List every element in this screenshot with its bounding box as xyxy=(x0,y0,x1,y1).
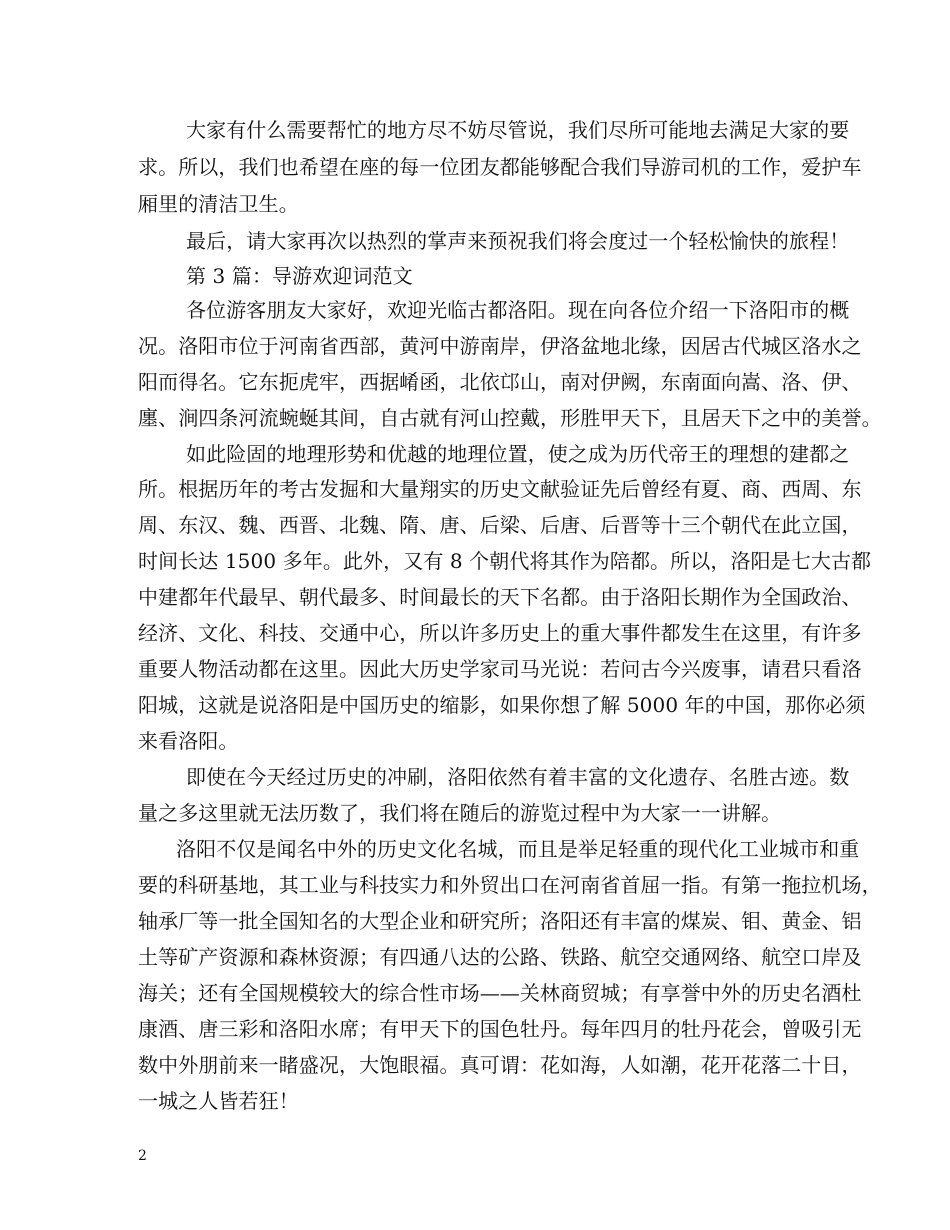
text-line: 周、东汉、魏、西晋、北魏、隋、唐、后梁、后唐、后晋等十三个朝代在此立国， xyxy=(138,513,862,537)
text-line: 各位游客朋友大家好，欢迎光临古都洛阳。现在向各位介绍一下洛阳市的概 xyxy=(186,298,850,322)
text-line: 洛阳不仅是闻名中外的历史文化名城，而且是举足轻重的现代化工业城市和重 xyxy=(176,837,860,861)
text-line: 经济、文化、科技、交通中心，所以许多历史上的重大事件都发生在这里，有许多 xyxy=(138,621,862,645)
page-number: 2 xyxy=(138,1148,147,1164)
text-line: 康酒、唐三彩和洛阳水席；有甲天下的国色牡丹。每年四月的牡丹花会，曾吸引无 xyxy=(138,1017,862,1041)
text-line: 土等矿产资源和森林资源；有四通八达的公路、铁路、航空交通网络、航空口岸及 xyxy=(138,945,862,969)
text-line: 求。所以，我们也希望在座的每一位团友都能够配合我们导游司机的工作，爱护车 xyxy=(138,155,862,179)
text-line: 况。洛阳市位于河南省西部，黄河中游南岸，伊洛盆地北缘，因居古代城区洛水之 xyxy=(138,334,862,358)
text-line: 大家有什么需要帮忙的地方尽不妨尽管说，我们尽所可能地去满足大家的要 xyxy=(186,118,850,142)
text-line: 重要人物活动都在这里。因此大历史学家司马光说：若问古今兴废事，请君只看洛 xyxy=(138,657,862,681)
text-line: 要的科研基地，其工业与科技实力和外贸出口在河南省首屈一指。有第一拖拉机场， xyxy=(138,873,882,897)
text-line: 廛、涧四条河流蜿蜒其间，自古就有河山控戴，形胜甲天下，且居天下之中的美誉。 xyxy=(138,406,882,430)
text-line: 厢里的清洁卫生。 xyxy=(138,192,299,216)
text-line: 来看洛阳。 xyxy=(138,729,239,753)
text-line: 数中外朋前来一睹盛况，大饱眼福。真可谓：花如海，人如潮，花开花落二十日， xyxy=(138,1053,862,1077)
text-line: 中建都年代最早、朝代最多、时间最长的天下名都。由于洛阳长期作为全国政治、 xyxy=(138,585,862,609)
text-line: 轴承厂等一批全国知名的大型企业和研究所；洛阳还有丰富的煤炭、钼、黄金、铝 xyxy=(138,909,862,933)
text-line: 所。根据历年的考古发掘和大量翔实的历史文献验证先后曾经有夏、商、西周、东 xyxy=(138,477,862,501)
text-line: 一城之人皆若狂！ xyxy=(138,1089,299,1113)
text-line: 时间长达 1500 多年。此外，又有 8 个朝代将其作为陪都。所以，洛阳是七大古都 xyxy=(138,549,872,573)
text-line: 如此险固的地理形势和优越的地理位置，使之成为历代帝王的理想的建都之 xyxy=(186,442,850,466)
text-line: 海关；还有全国规模较大的综合性市场——关林商贸城；有享誉中外的历史名酒杜 xyxy=(138,981,862,1005)
text-line: 阳而得名。它东扼虎牢，西据崤函，北依邙山，南对伊阙，东南面向嵩、洛、伊、 xyxy=(138,370,862,394)
section-heading: 第 3 篇：导游欢迎词范文 xyxy=(186,264,413,288)
text-line: 量之多这里就无法历数了，我们将在随后的游览过程中为大家一一讲解。 xyxy=(138,801,782,825)
text-line: 最后，请大家再次以热烈的掌声来预祝我们将会度过一个轻松愉快的旅程！ xyxy=(186,229,850,253)
text-line: 阳城，这就是说洛阳是中国历史的缩影，如果你想了解 5000 年的中国，那你必须 xyxy=(138,693,866,717)
text-line: 即使在今天经过历史的冲刷，洛阳依然有着丰富的文化遗存、名胜古迹。数 xyxy=(186,765,850,789)
